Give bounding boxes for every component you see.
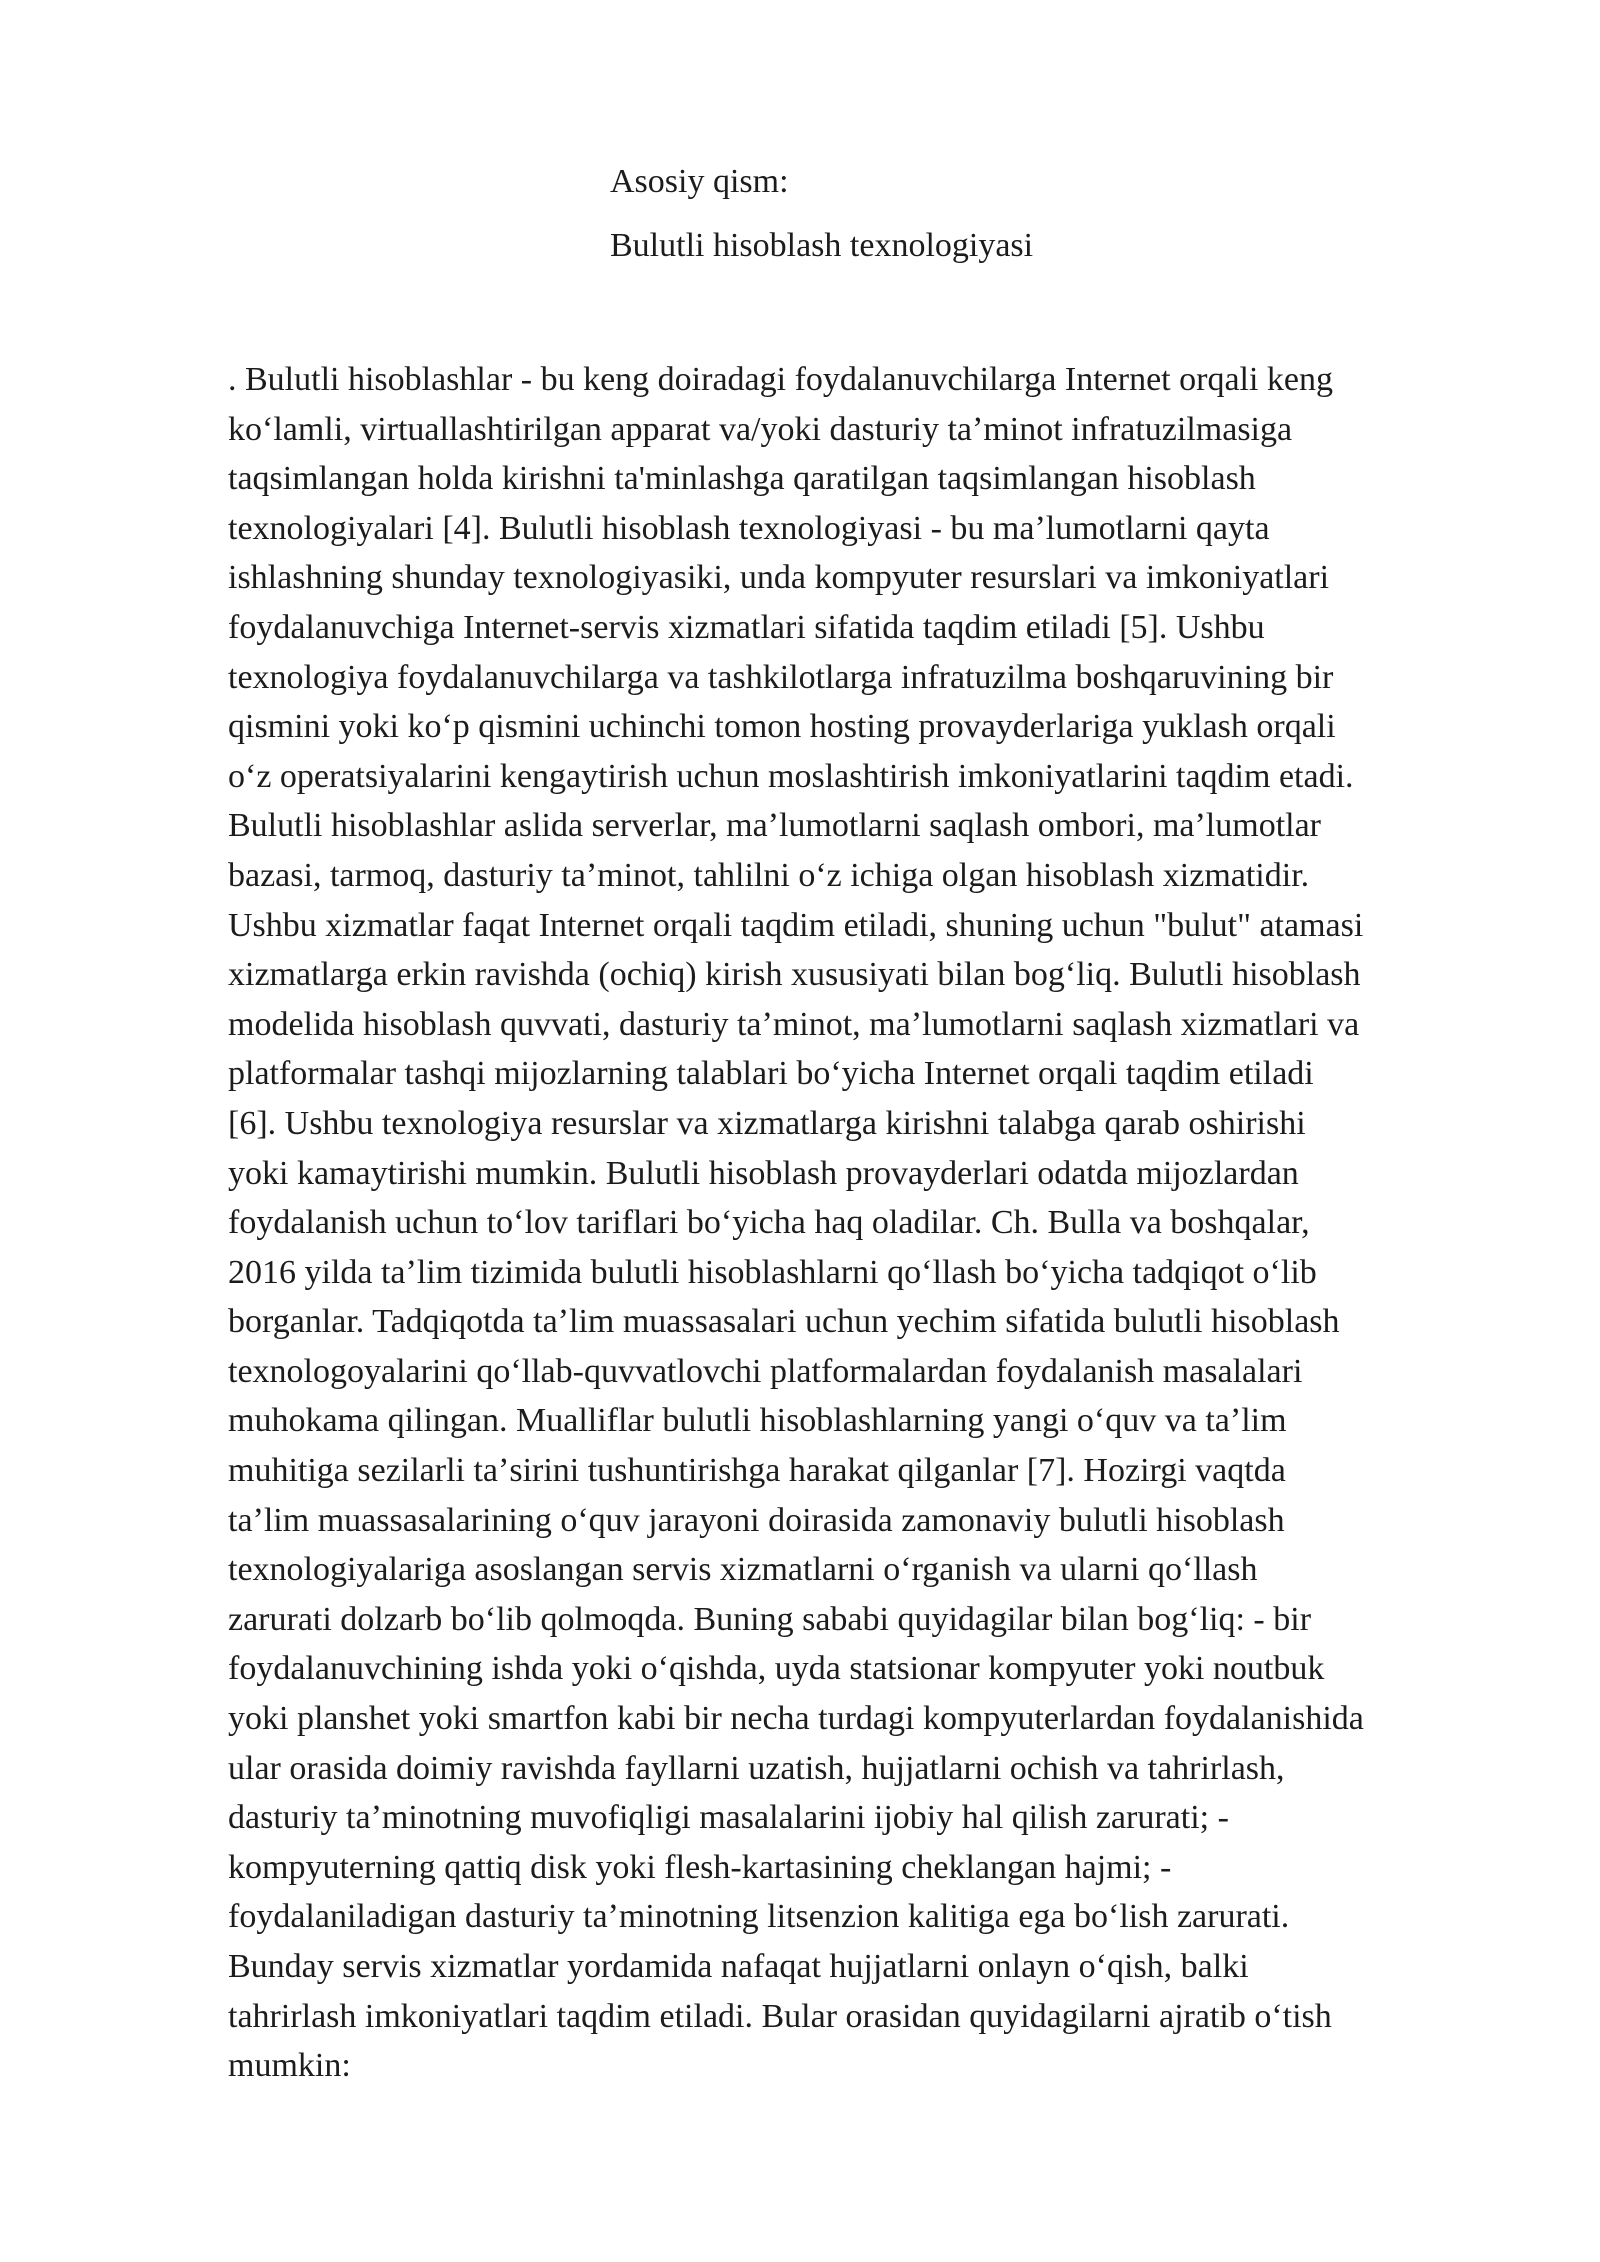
paragraph-line: dasturiy taʼminotning muvofiqligi masalalarini ijobiy hal qilish zarurati; -	[228, 1799, 1229, 1837]
paragraph-line: muhokama qilingan. Mualliflar bulutli hisoblashlarning yangi oʻquv va taʼlim	[228, 1402, 1287, 1440]
paragraph-line: 2016 yilda taʼlim tizimida bulutli hisoblashlarni qoʻllash boʻyicha tadqiqot oʻlib	[228, 1253, 1317, 1291]
paragraph-line: modelida hisoblash quvvati, dasturiy taʼminot, maʼlumotlarni saqlash xizmatlari va	[228, 1005, 1360, 1043]
paragraph-line: mumkin:	[228, 2047, 351, 2085]
paragraph-line: foydalanish uchun toʻlov tariflari boʻyicha haq oladilar. Ch. Bulla va boshqalar,	[228, 1204, 1310, 1242]
paragraph-line: foydalanuvchining ishda yoki oʻqishda, uyda statsionar kompyuter yoki noutbuk	[228, 1650, 1325, 1688]
paragraph-line: texnologiya foydalanuvchilarga va tashkilotlarga infratuzilma boshqaruvining bir	[228, 658, 1334, 696]
paragraph-line: ular orasida doimiy ravishda fayllarni uzatish, hujjatlarni ochish va tahrirlash,	[228, 1749, 1285, 1787]
paragraph-line: yoki planshet yoki smartfon kabi bir necha turdagi kompyuterlardan foydalanishida	[228, 1700, 1364, 1738]
paragraph-line: zarurati dolzarb boʻlib qolmoqda. Buning sababi quyidagilar bilan bogʻliq: - bir	[228, 1600, 1312, 1638]
paragraph-line: xizmatlarga erkin ravishda (ochiq) kirish xususiyati bilan bogʻliq. Bulutli hisoblash	[228, 956, 1361, 994]
heading-block	[610, 150, 1410, 278]
paragraph-line: borganlar. Tadqiqotda taʼlim muassasalari uchun yechim sifatida bulutli hisoblash	[228, 1303, 1340, 1341]
paragraph-line: Bunday servis xizmatlar yordamida nafaqat hujjatlarni onlayn oʻqish, balki	[228, 1948, 1249, 1985]
paragraph-line: taʼlim muassasalarining oʻquv jarayoni doirasida zamonaviy bulutli hisoblash	[228, 1501, 1285, 1539]
section-heading: Asosiy qism:	[610, 163, 789, 200]
paragraph-line: Ushbu xizmatlar faqat Internet orqali taqdim etiladi, shuning uchun "bulut" atamasi	[228, 906, 1364, 944]
body-paragraph	[228, 355, 1538, 2091]
paragraph-line: tahrirlash imkoniyatlari taqdim etiladi. Bular orasidan quyidagilarni ajratib oʻtish	[228, 1997, 1332, 2035]
paragraph-line: platformalar tashqi mijozlarning talablari boʻyicha Internet orqali taqdim etiladi	[228, 1055, 1314, 1093]
page-title: Bulutli hisoblash texnologiyasi	[610, 227, 1034, 264]
paragraph-line: texnologoyalarini qoʻllab-quvvatlovchi platformalardan foydalanish masalalari	[228, 1352, 1303, 1390]
paragraph-line: koʻlamli, virtuallashtirilgan apparat va/yoki dasturiy taʼminot infratuzilmasiga	[228, 410, 1293, 448]
paragraph-line: foydalanuvchiga Internet-servis xizmatlari sifatida taqdim etiladi [5]. Ushbu	[228, 608, 1265, 646]
paragraph-line: . Bulutli hisoblashlar - bu keng doiradagi foydalanuvchilarga Internet orqali keng	[228, 361, 1334, 398]
paragraph-line: bazasi, tarmoq, dasturiy taʼminot, tahlilni oʻz ichiga olgan hisoblash xizmatidir.	[228, 856, 1310, 894]
paragraph-line: [6]. Ushbu texnologiya resurslar va xizmatlarga kirishni talabga qarab oshirishi	[228, 1104, 1306, 1142]
paragraph-line: texnologiyalari [4]. Bulutli hisoblash texnologiyasi - bu maʼlumotlarni qayta	[228, 509, 1270, 547]
paragraph-line: ishlashning shunday texnologiyasiki, unda kompyuter resurslari va imkoniyatlari	[228, 559, 1330, 597]
paragraph-line: qismini yoki koʻp qismini uchinchi tomon hosting provayderlariga yuklash orqali	[228, 708, 1336, 746]
paragraph-line: taqsimlangan holda kirishni ta'minlashga qaratilgan taqsimlangan hisoblash	[228, 460, 1256, 498]
paragraph-line: Bulutli hisoblashlar aslida serverlar, maʼlumotlarni saqlash ombori, maʼlumotlar	[228, 807, 1321, 845]
paragraph-line: yoki kamaytirishi mumkin. Bulutli hisoblash provayderlari odatda mijozlardan	[228, 1154, 1299, 1192]
paragraph-line: kompyuterning qattiq disk yoki flesh-kartasining cheklangan hajmi; -	[228, 1848, 1172, 1886]
paragraph-line: texnologiyalariga asoslangan servis xizmatlarni oʻrganish va ularni qoʻllash	[228, 1551, 1258, 1589]
paragraph-line: foydalaniladigan dasturiy taʼminotning litsenzion kalitiga ega boʻlish zarurati.	[228, 1898, 1290, 1936]
paragraph-line: oʻz operatsiyalarini kengaytirish uchun moslashtirish imkoniyatlarini taqdim etadi.	[228, 757, 1354, 795]
paragraph-line: muhitiga sezilarli taʼsirini tushuntirishga harakat qilganlar [7]. Hozirgi vaqtda	[228, 1452, 1286, 1490]
